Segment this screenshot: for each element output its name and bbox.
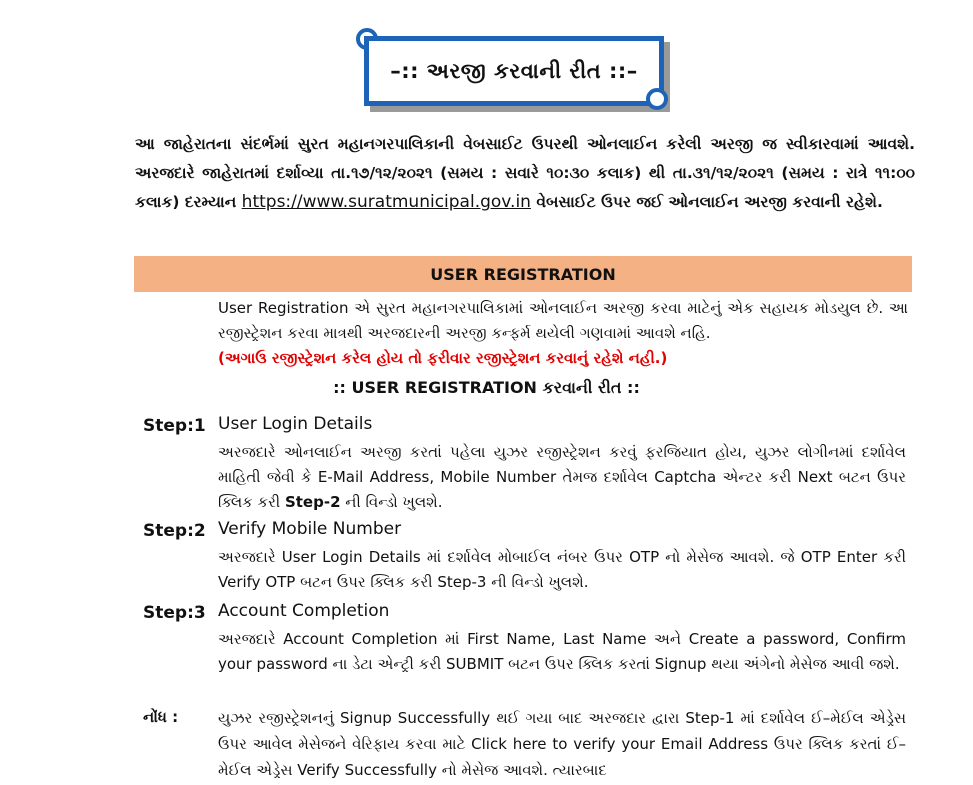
section-header-bar: [134, 256, 912, 292]
intro-text-after-link: વેબસાઈટ ઉપર જઈ ઓનલાઈન અરજી કરવાની રહેશે.: [530, 193, 883, 211]
intro-text-before-link: આ જાહેરાતના સંદર્ભમાં સુરત મહાનગરપાલિકાની વેબસાઈટ ઉપરથી ઓનલાઈન કરેલી અરજી જ સ્વીકારવામાં આવશે. અરજદારે જાહેરાતમાં દર્શાવ્યા તા.૧૭/૧૨/૨૦૨૧ (સમય : સવારે ૧૦:૩૦ કલાક) થી તા.૩૧/૧૨/૨૦૨૧ (સમય : રાત્રે ૧૧:૦૦ કલાક) દરમ્યાન: [135, 135, 915, 211]
step-1-body-bold: Step-2: [284, 493, 341, 511]
intro-paragraph: [135, 130, 915, 217]
step-3-label: Step:3: [143, 603, 206, 623]
registration-intro-text: User Registration એ સુરત મહાનગરપાલિકામાં ઓનલાઈન અરજી કરવા માટેનું એક સહાયક મોડયુલ છે. આ રજીસ્ટ્રેશન કરવા માત્રથી અરજદારની અરજી કન્ફર્મ થયેલી ગણવામાં આવશે નહિ.: [218, 299, 908, 342]
registration-subheading: :: USER REGISTRATION કરવાની રીત ::: [333, 378, 640, 397]
step-2-title: Verify Mobile Number: [218, 519, 402, 539]
step-2-label: Step:2: [143, 521, 206, 541]
note-body: યુઝર રજીસ્ટ્રેશનનું Signup Successfully થઈ ગયા બાદ અરજદાર દ્વારા Step-1 માં દર્શાવેલ ઈ–મેઈલ એડ્રેસ ઉપર આવેલ મેસેજને વેરિફાય કરવા માટે Click here to verify your Email Address ઉપર ક્લિક કરતાં ઈ–મેઈલ એડ્રેસ Verify Successfully નો મેસેજ આવશે. ત્યારબાદ: [218, 709, 906, 779]
banner-title: –:: અરજી કરવાની રીત ::–: [364, 36, 664, 106]
step-1-body: [218, 440, 906, 515]
note-label: નોંધ :: [143, 708, 179, 726]
registration-intro: [218, 296, 908, 371]
step-2-body: અરજદારે User Login Details માં દર્શાવેલ મોબાઈલ નંબર ઉપર OTP નો મેસેજ આવશે. જે OTP Enter કરી Verify OTP બટન ઉપર ક્લિક કરી Step-3 ની વિન્ડો ખુલશે.: [218, 548, 906, 591]
step-3-title: Account Completion: [218, 601, 390, 621]
step-1-body-start: અરજદારે ઓનલાઈન અરજી કરતાં પહેલા યુઝર રજીસ્ટ્રેશન કરવું ફરજિયાત હોય, યુઝર લોગીનમાં દર્શાવેલ માહિતી જેવી કે E-Mail Address, Mobile Number તેમજ દર્શાવેલ Captcha એન્ટર કરી Next બટન ઉપર ક્લિક કરી: [218, 443, 906, 511]
title-banner: [356, 28, 668, 110]
website-link[interactable]: https://www.suratmunicipal.gov.in: [241, 192, 531, 212]
step-3-body: અરજદારે Account Completion માં First Name, Last Name અને Create a password, Confirm your password ના ડેટા એન્ટ્રી કરી SUBMIT બટન ઉપર ક્લિક કરતાં Signup થયા અંગેનો મેસેજ આવી જશે.: [218, 630, 906, 673]
scroll-curl-bottom-right: [646, 88, 668, 110]
step-1-title: User Login Details: [218, 414, 373, 434]
step-1-label: Step:1: [143, 416, 206, 436]
section-header-text: USER REGISTRATION: [430, 264, 616, 284]
registration-warning: (અગાઉ રજીસ્ટ્રેશન કરેલ હોય તો ફરીવાર રજીસ્ટ્રેશન કરવાનું રહેશે નહી.): [218, 349, 668, 367]
step-1-body-end: ની વિન્ડો ખુલશે.: [340, 493, 443, 511]
